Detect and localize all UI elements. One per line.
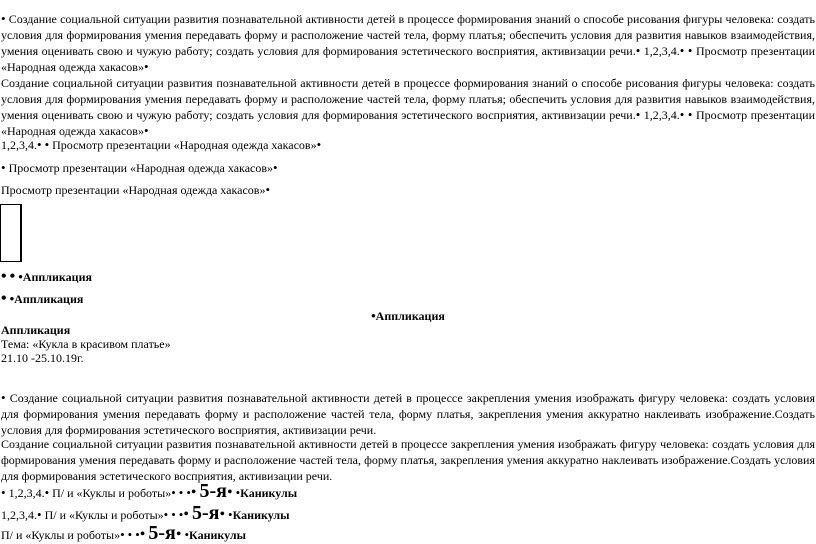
goal-text: Создание социальной ситуации развития познавательной активности детей в процессе закрепления умения изображать фигуру человека: создать условия для формирования умения передавать форму и расположение частей тела, форму платья, закрепления умения аккуратно наклеивать изображение.Создать условия для формирования эстетического восприятия, активизации речи. xyxy=(1,391,816,437)
bullet: • xyxy=(190,484,197,501)
presentation-text: Просмотр презентации «Народная одежда хакасов» xyxy=(1,44,815,74)
bullet: • xyxy=(18,269,23,284)
bullet: • xyxy=(1,160,6,175)
bullet: • xyxy=(178,507,184,522)
bullet: • xyxy=(219,506,226,523)
goal-text: Создание социальной ситуации развития познавательной активности детей в процессе формирования знаний о способе рисования фигуры человека: создать условия для формирования умения передавать форму и расположение частей тела, форму платья; обеспечить условия для развития навыков взаимодействия, умения оценивать свою и чужую работу; создать условия для формирования эстетического восприятия, активизации речи. xyxy=(1,12,815,58)
bullet: • xyxy=(127,527,133,542)
bullet: • xyxy=(687,107,693,122)
holidays-label: Каникулы xyxy=(240,486,298,500)
paragraph-4 xyxy=(1,436,815,484)
bullet: • xyxy=(175,526,182,543)
bullet: • xyxy=(163,507,169,522)
line-applikacia-2 xyxy=(1,291,815,307)
bullet: • xyxy=(37,137,42,152)
game-text: П/ и «Куклы и роботы» xyxy=(1,528,121,542)
applikacia-label: Аппликация xyxy=(375,309,445,323)
presentation-text: Просмотр презентации «Народная одежда хакасов» xyxy=(8,161,274,175)
empty-frame xyxy=(0,204,22,262)
bullet: • xyxy=(316,137,322,152)
bullet: • xyxy=(679,107,685,122)
bullet: • xyxy=(184,527,190,542)
line-presentation xyxy=(1,182,815,198)
bullet: • xyxy=(9,291,15,306)
paragraph-3 xyxy=(1,390,815,438)
games-line-3 xyxy=(1,522,815,544)
bullet: • xyxy=(371,308,376,323)
theme-text: Тема: «Кукла в красивом платье» xyxy=(1,337,171,351)
bullet: • xyxy=(44,485,50,500)
bullet: • xyxy=(178,485,184,500)
line-numbers-presentation xyxy=(1,137,815,153)
week-number: 5-я xyxy=(148,522,176,544)
numbers: 1,2,3,4. xyxy=(1,508,37,522)
games-line-2 xyxy=(1,502,815,524)
game-text: П/ и «Куклы и роботы» xyxy=(52,486,172,500)
bullet: • xyxy=(273,160,278,175)
paragraph-2 xyxy=(1,75,815,139)
applikacia-label: Аппликация xyxy=(14,292,84,306)
dates-text: 21.10 -25.10.19г. xyxy=(1,351,84,365)
bullet: • xyxy=(265,182,271,197)
bullet: • xyxy=(120,527,125,542)
holidays-label: Каникулы xyxy=(189,528,246,542)
bullet: • xyxy=(143,59,149,74)
bullet: • xyxy=(679,43,685,58)
applikacia-label: Аппликация xyxy=(1,323,71,337)
week-number: 5-я xyxy=(199,480,227,502)
bullet: • xyxy=(9,268,16,285)
bullet: • xyxy=(235,485,241,500)
bullet: • xyxy=(1,390,6,405)
numbers: 1,2,3,4. xyxy=(643,44,680,58)
bullet: • xyxy=(228,507,233,522)
bullet: • xyxy=(37,507,42,522)
game-text: П/ и «Куклы и роботы» xyxy=(44,508,164,522)
bullet: • xyxy=(135,527,140,542)
bullet: • xyxy=(1,11,6,26)
line-applikacia-1 xyxy=(1,269,815,285)
goal-text: Создание социальной ситуации развития познавательной активности детей в процессе закрепления умения изображать фигуру человека: создать условия для формирования умения передавать форму и расположение частей тела, форму платья, закрепления умения аккуратно наклеивать изображение.Создать условия для формирования эстетического восприятия, активизации речи. xyxy=(1,437,815,483)
line-bullet-presentation xyxy=(1,160,815,176)
bullet: • xyxy=(44,137,50,152)
numbers: 1,2,3,4. xyxy=(1,138,37,152)
week-number: 5-я xyxy=(191,502,220,524)
numbers: 1,2,3,4. xyxy=(8,486,45,500)
bullet: • xyxy=(183,506,189,523)
games-line-1 xyxy=(1,480,815,502)
paragraph-1 xyxy=(1,11,815,75)
bullet: • xyxy=(227,484,233,501)
bullet: • xyxy=(171,507,176,522)
goal-text: Создание социальной ситуации развития познавательной активности детей в процессе формирования знаний о способе рисования фигуры человека: создать условия для формирования умения передавать форму и расположение частей тела, форму платья; обеспечить условия для развития навыков взаимодействия, умения оценивать свою и чужую работу; создать условия для формирования эстетического восприятия, активизации речи. xyxy=(1,76,815,122)
presentation-text: Просмотр презентации «Народная одежда хакасов» xyxy=(52,138,317,152)
bullet: • xyxy=(1,485,6,500)
presentation-text: Просмотр презентации «Народная одежда хакасов» xyxy=(1,183,266,197)
bullet: • xyxy=(635,43,641,58)
bullet: • xyxy=(139,526,146,543)
numbers: 1,2,3,4. xyxy=(643,108,680,122)
bullet: • xyxy=(186,485,191,500)
applikacia-label: Аппликация xyxy=(22,270,92,284)
bullet: • xyxy=(1,268,7,285)
bullet: • xyxy=(143,123,149,138)
presentation-text: Просмотр презентации «Народная одежда хакасов» xyxy=(1,108,815,138)
dates-line xyxy=(1,350,815,366)
bullet: • xyxy=(171,485,176,500)
holidays-label: Каникулы xyxy=(232,508,290,522)
bullet: • xyxy=(687,43,693,58)
bullet: • xyxy=(1,290,7,307)
bullet: • xyxy=(635,107,641,122)
